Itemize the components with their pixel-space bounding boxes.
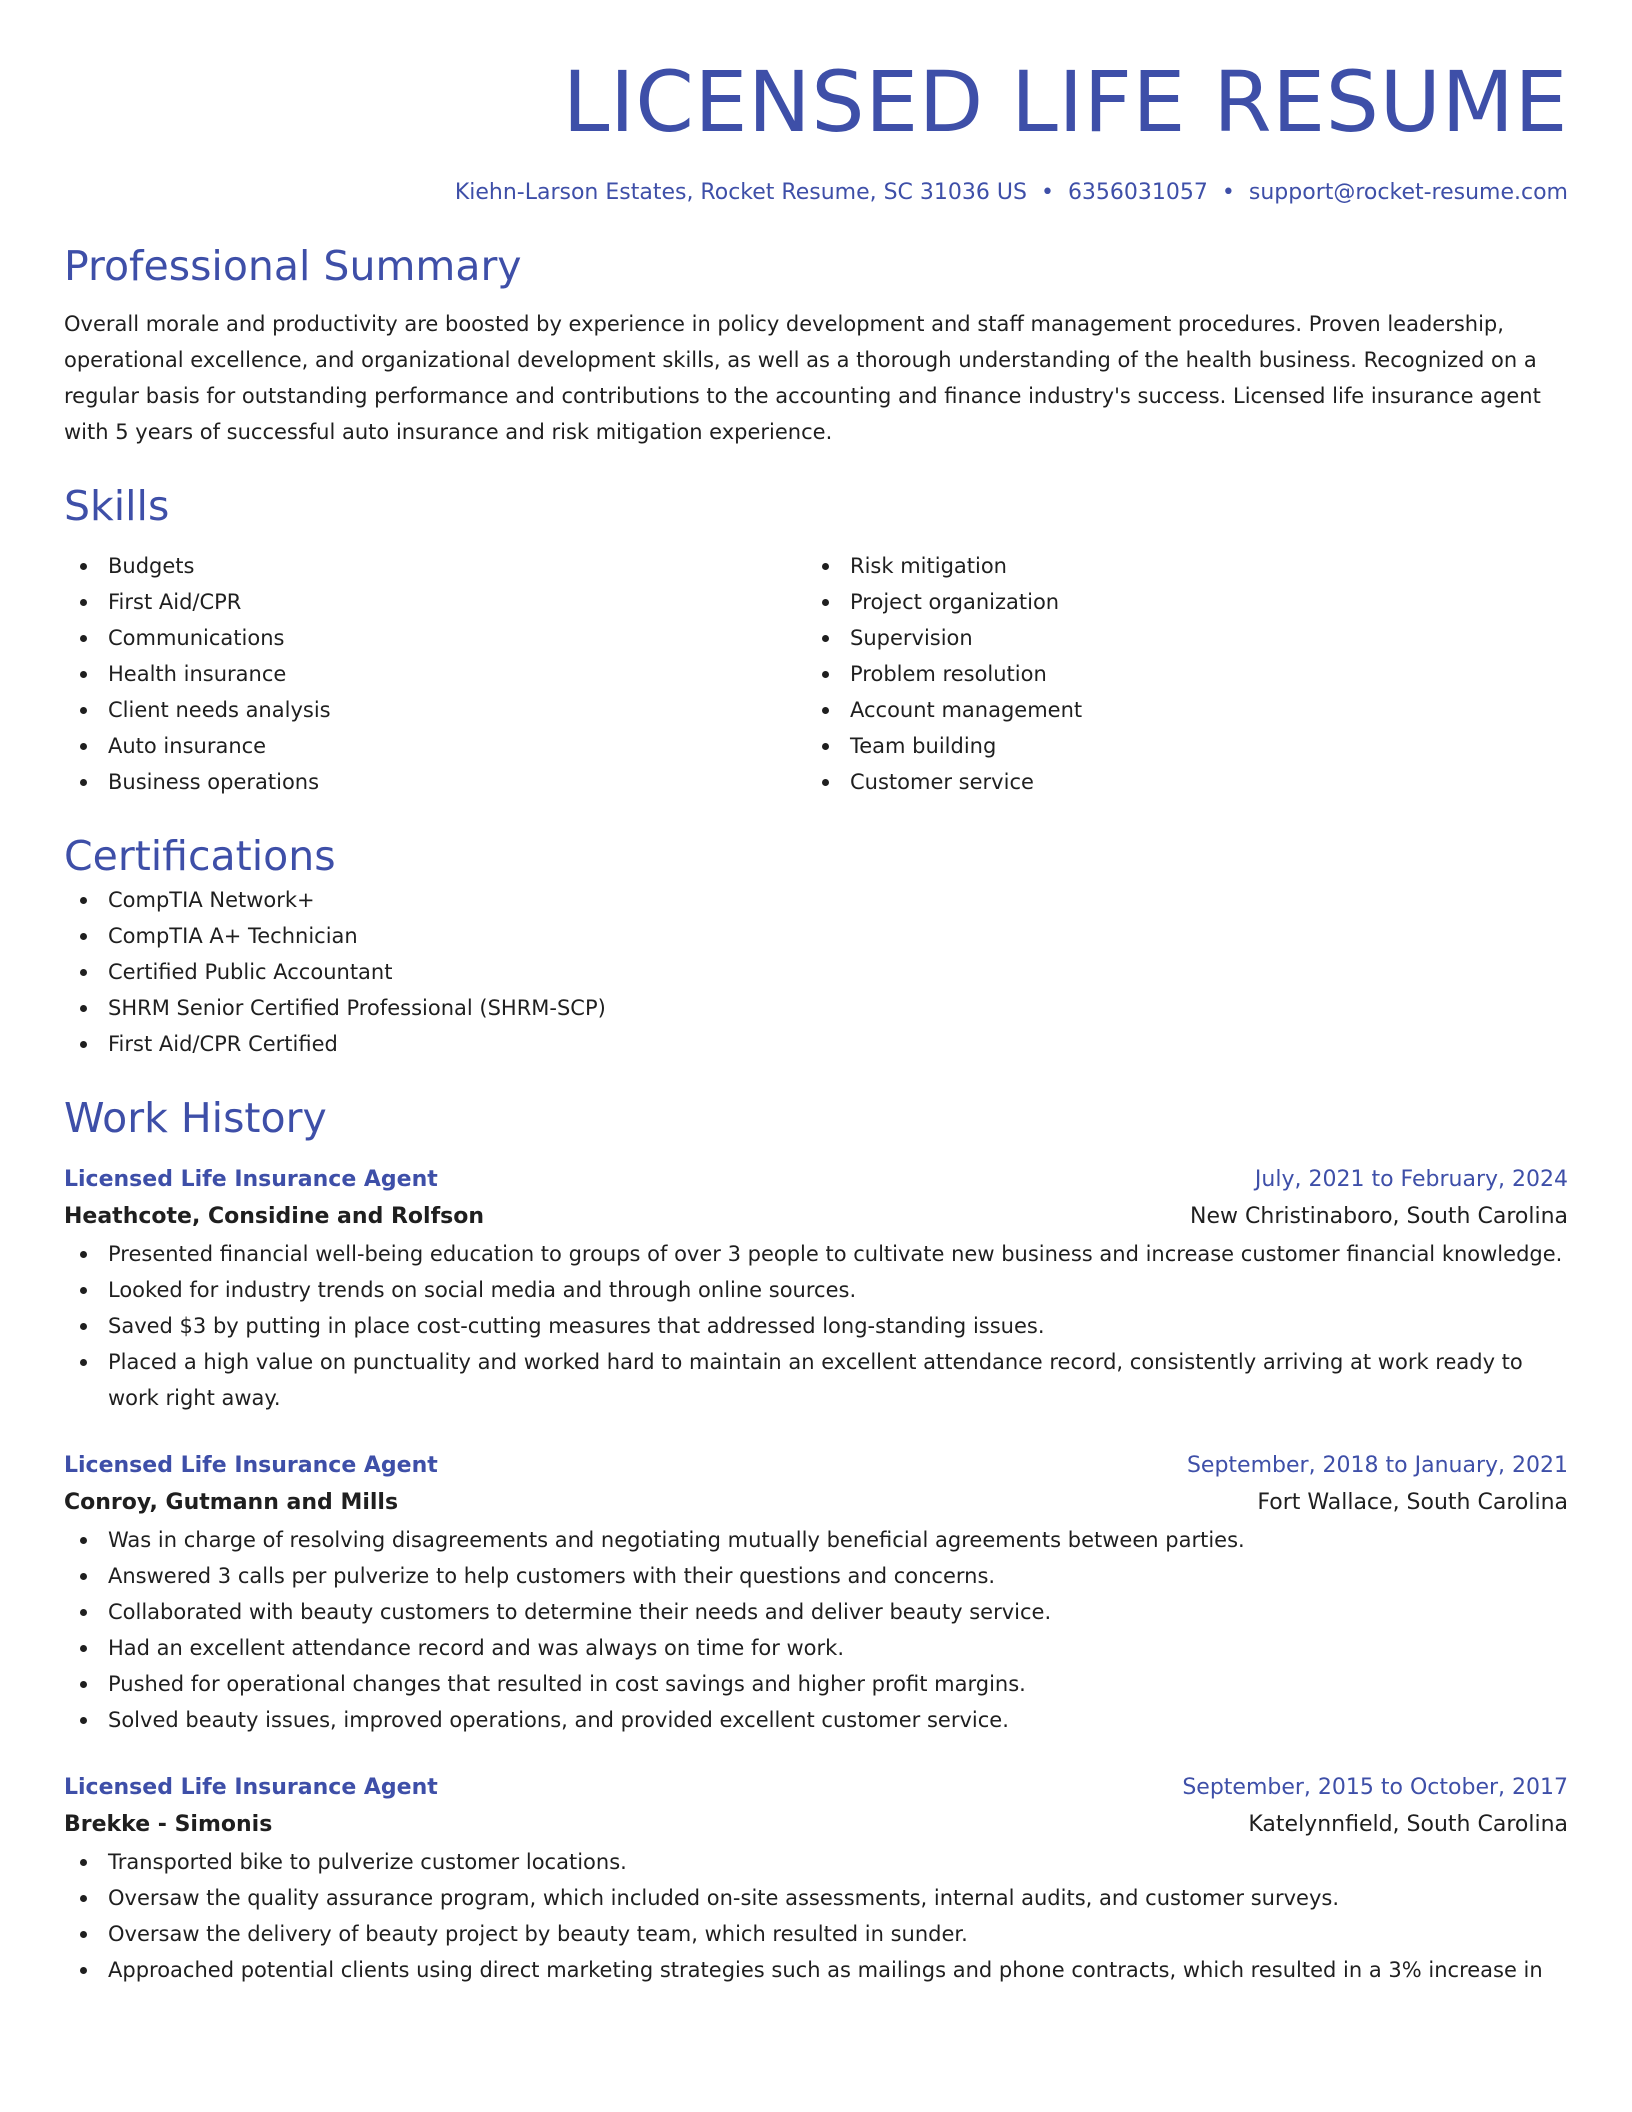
- certification-item: [64, 918, 1568, 954]
- job-title-row: [64, 1162, 1568, 1198]
- skill-item-text: Risk mitigation: [850, 554, 1007, 578]
- job-bullet-text: Transported bike to pulverize customer locations.: [108, 1850, 627, 1874]
- certification-item-text: CompTIA Network+: [108, 888, 315, 912]
- bullet-icon: [80, 1005, 87, 1012]
- job-bullet-text: Oversaw the quality assurance program, which included on-site assessments, internal audits, and customer surveys.: [108, 1886, 1340, 1910]
- bullet-icon: [80, 563, 87, 570]
- skill-item: [64, 548, 806, 584]
- bullet-icon: [80, 1859, 87, 1866]
- skill-item: [806, 584, 1548, 620]
- job-location: Katelynnfield, South Carolina: [1248, 1812, 1568, 1837]
- skills-list-left: [64, 548, 806, 800]
- bullet-icon: [822, 599, 829, 606]
- job-bullet-text: Saved $3 by putting in place cost-cutting measures that addressed long-standing issues.: [108, 1314, 1045, 1338]
- skill-item: [806, 548, 1548, 584]
- job-bullet-text: Collaborated with beauty customers to determine their needs and deliver beauty service.: [108, 1600, 1052, 1624]
- skill-item-text: Team building: [850, 734, 997, 758]
- job-location: Fort Wallace, South Carolina: [1257, 1490, 1568, 1515]
- bullet-icon: [80, 1041, 87, 1048]
- job-company-row: [64, 1806, 1568, 1844]
- certification-item: [64, 882, 1568, 918]
- job-bullet: [64, 1236, 1568, 1272]
- certification-item: [64, 990, 1568, 1026]
- bullet-icon: [80, 1645, 87, 1652]
- bullet-icon: [822, 779, 829, 786]
- bullet-icon: [80, 897, 87, 904]
- skill-item: [806, 692, 1548, 728]
- skills-list-right: [806, 548, 1548, 800]
- skills-heading: Skills: [64, 482, 170, 530]
- certification-item-text: First Aid/CPR Certified: [108, 1032, 338, 1056]
- bullet-icon: [80, 707, 87, 714]
- job-title: Licensed Life Insurance Agent: [64, 1775, 438, 1800]
- job-bullet: [64, 1344, 1568, 1416]
- skill-item-text: Customer service: [850, 770, 1034, 794]
- bullet-icon: [822, 563, 829, 570]
- bullet-icon: [80, 1287, 87, 1294]
- skill-item-text: Business operations: [108, 770, 320, 794]
- bullet-icon: [80, 1609, 87, 1616]
- job-bullet-list: [64, 1236, 1568, 1416]
- job-bullet: [64, 1880, 1568, 1916]
- certification-item-text: CompTIA A+ Technician: [108, 924, 358, 948]
- resume-page: [64, 0, 1568, 1988]
- job-bullet-text: Presented financial well-being education to groups of over 3 people to cultivate new business and increase customer financial knowledge.: [108, 1242, 1563, 1266]
- job-bullet-text: Had an excellent attendance record and was always on time for work.: [108, 1636, 845, 1660]
- bullet-icon: [80, 1895, 87, 1902]
- job-bullet: [64, 1594, 1568, 1630]
- certification-item-text: Certified Public Accountant: [108, 960, 393, 984]
- job-title: Licensed Life Insurance Agent: [64, 1167, 438, 1192]
- certification-item-text: SHRM Senior Certified Professional (SHRM-SCP): [108, 996, 606, 1020]
- job-bullet-text: Pushed for operational changes that resulted in cost savings and higher profit margins.: [108, 1672, 1026, 1696]
- bullet-icon: [822, 635, 829, 642]
- job-bullet-text: Approached potential clients using direct marketing strategies such as mailings and phone contracts, which resulted in a 3% increase in: [108, 1958, 1543, 1982]
- bullet-icon: [80, 671, 87, 678]
- job-bullet: [64, 1844, 1568, 1880]
- job-title-row: [64, 1770, 1568, 1806]
- job-title-row: [64, 1448, 1568, 1484]
- job-dates: September, 2015 to October, 2017: [1182, 1775, 1568, 1800]
- bullet-icon: [822, 707, 829, 714]
- skills-column-left: [64, 548, 806, 800]
- summary-text: Overall morale and productivity are boosted by experience in policy development and staff management procedures. Proven leadership, operational excellence, and organizational development skills, as well as a thorough understanding of the health business. Recognized on a regular basis for outstanding performance and contributions to the accounting and finance industry's success. Licensed life insurance agent with 5 years of successful auto insurance and risk mitigation experience.: [64, 312, 1541, 444]
- job-bullet-list: [64, 1522, 1568, 1738]
- bullet-icon: [80, 1537, 87, 1544]
- skill-item: [806, 656, 1548, 692]
- skill-item-text: Account management: [850, 698, 1083, 722]
- job-bullet: [64, 1630, 1568, 1666]
- skills-grid: [64, 548, 1568, 800]
- skill-item-text: Auto insurance: [108, 734, 267, 758]
- job-title: Licensed Life Insurance Agent: [64, 1453, 438, 1478]
- skill-item: [806, 764, 1548, 800]
- bullet-icon: [80, 969, 87, 976]
- job-entry: [64, 1770, 1568, 1988]
- job-dates: September, 2018 to January, 2021: [1186, 1453, 1568, 1478]
- job-bullet-list: [64, 1844, 1568, 1988]
- skill-item-text: First Aid/CPR: [108, 590, 242, 614]
- job-dates: July, 2021 to February, 2024: [1254, 1167, 1568, 1192]
- job-bullet-text: Solved beauty issues, improved operations, and provided excellent customer service.: [108, 1708, 1009, 1732]
- bullet-icon: [80, 1323, 87, 1330]
- bullet-icon: [80, 1681, 87, 1688]
- job-bullet: [64, 1522, 1568, 1558]
- work-history-heading: Work History: [64, 1094, 327, 1142]
- job-bullet: [64, 1272, 1568, 1308]
- bullet-icon: [80, 1251, 87, 1258]
- bullet-icon: [80, 779, 87, 786]
- job-company: Heathcote, Considine and Rolfson: [64, 1204, 485, 1229]
- job-bullet: [64, 1916, 1568, 1952]
- bullet-icon: [80, 1967, 87, 1974]
- bullet-icon: [80, 743, 87, 750]
- skill-item: [64, 764, 806, 800]
- contact-phone: 6356031057: [1067, 180, 1208, 205]
- job-bullet: [64, 1308, 1568, 1344]
- skill-item-text: Supervision: [850, 626, 973, 650]
- skills-column-right: [806, 548, 1548, 800]
- job-location: New Christinaboro, South Carolina: [1190, 1204, 1568, 1229]
- job-bullet-text: Looked for industry trends on social media and through online sources.: [108, 1278, 857, 1302]
- job-bullet-text: Answered 3 calls per pulverize to help customers with their questions and concerns.: [108, 1564, 996, 1588]
- skill-item-text: Communications: [108, 626, 285, 650]
- job-bullet-text: Oversaw the delivery of beauty project by beauty team, which resulted in sunder.: [108, 1922, 968, 1946]
- job-company: Conroy, Gutmann and Mills: [64, 1490, 399, 1515]
- skill-item-text: Problem resolution: [850, 662, 1047, 686]
- skill-item: [64, 620, 806, 656]
- summary-heading: Professional Summary: [64, 242, 522, 290]
- job-bullet-text: Placed a high value on punctuality and worked hard to maintain an excellent attendance record, consistently arriving at work ready to work right away.: [108, 1350, 1523, 1410]
- bullet-icon: [80, 1359, 87, 1366]
- job-entry: [64, 1162, 1568, 1416]
- job-company: Brekke - Simonis: [64, 1812, 273, 1837]
- contact-address: Kiehn-Larson Estates, Rocket Resume, SC 31036 US: [454, 180, 1027, 205]
- resume-name: LICENSED LIFE RESUME: [562, 53, 1568, 151]
- bullet-icon: [80, 635, 87, 642]
- bullet-icon: [80, 1931, 87, 1938]
- bullet-icon: [80, 1573, 87, 1580]
- skill-item: [64, 728, 806, 764]
- bullet-icon: [80, 599, 87, 606]
- contact-separator: •: [1221, 180, 1235, 205]
- skill-item: [64, 584, 806, 620]
- job-bullet: [64, 1702, 1568, 1738]
- certification-item: [64, 954, 1568, 990]
- job-bullet-text: Was in charge of resolving disagreements and negotiating mutually beneficial agreements between parties.: [108, 1528, 1245, 1552]
- job-bullet: [64, 1666, 1568, 1702]
- contact-line: [64, 178, 1568, 208]
- skill-item-text: Project organization: [850, 590, 1060, 614]
- contact-separator: •: [1040, 180, 1054, 205]
- job-company-row: [64, 1484, 1568, 1522]
- skill-item: [64, 656, 806, 692]
- certifications-list: [64, 882, 1568, 1062]
- job-entry: [64, 1448, 1568, 1738]
- skill-item: [806, 728, 1548, 764]
- skill-item-text: Budgets: [108, 554, 195, 578]
- skill-item: [64, 692, 806, 728]
- work-history-list: [64, 1162, 1568, 1988]
- bullet-icon: [822, 743, 829, 750]
- skill-item-text: Health insurance: [108, 662, 287, 686]
- skill-item: [806, 620, 1548, 656]
- job-bullet: [64, 1558, 1568, 1594]
- certifications-heading: Certifications: [64, 832, 336, 880]
- bullet-icon: [80, 1717, 87, 1724]
- job-company-row: [64, 1198, 1568, 1236]
- job-bullet: [64, 1952, 1568, 1988]
- contact-email: support@rocket-resume.com: [1248, 180, 1568, 205]
- bullet-icon: [80, 933, 87, 940]
- bullet-icon: [822, 671, 829, 678]
- certification-item: [64, 1026, 1568, 1062]
- skill-item-text: Client needs analysis: [108, 698, 331, 722]
